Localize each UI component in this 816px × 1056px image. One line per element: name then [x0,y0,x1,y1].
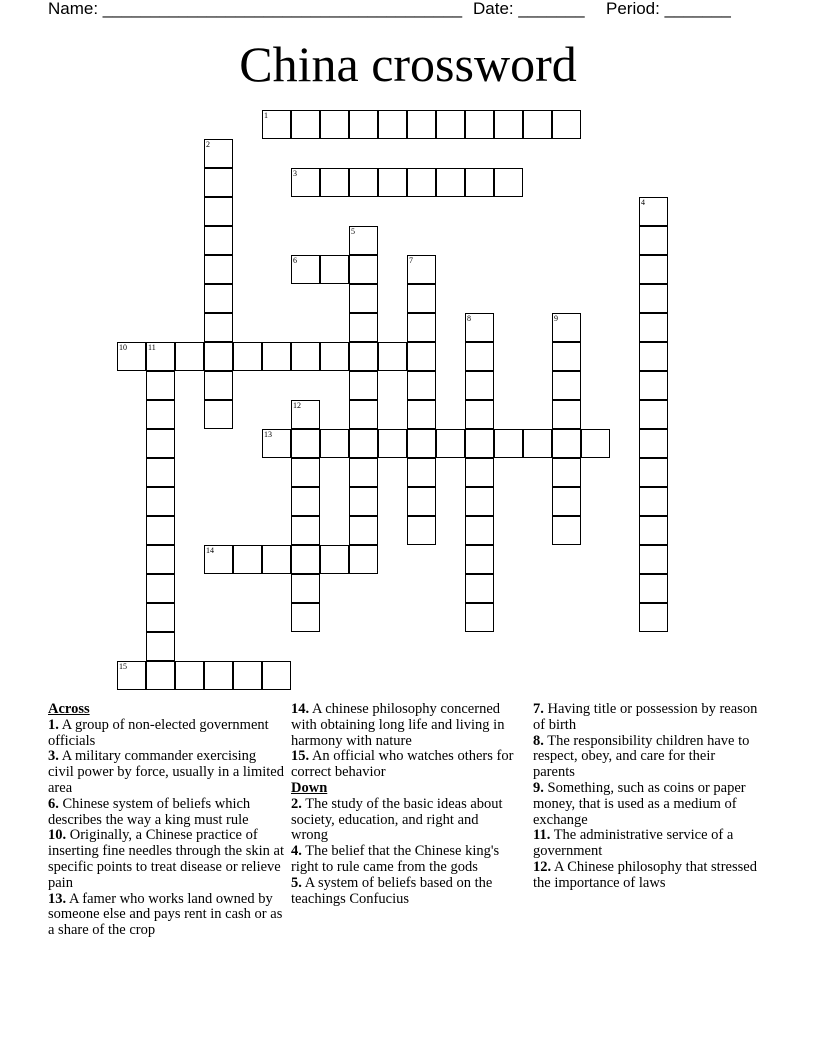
crossword-cell[interactable] [175,661,204,690]
down-clue-8: 8. The responsibility children have to respect, obey, and care for their parents [533,732,750,781]
crossword-cell[interactable] [639,197,668,226]
crossword-cell[interactable] [639,458,668,487]
clue-number-label: 14 [206,546,214,555]
crossword-cell[interactable] [349,284,378,313]
clue-number-label: 12 [293,401,301,410]
crossword-cell[interactable] [465,545,494,574]
date-field-label: Date: _______ [473,0,585,18]
crossword-cell[interactable] [465,487,494,516]
crossword-cell[interactable] [262,342,291,371]
clues-column-3 [533,702,759,892]
crossword-cell[interactable] [146,429,175,458]
crossword-cell[interactable] [146,632,175,661]
crossword-cell[interactable] [320,342,349,371]
crossword-cell[interactable] [639,545,668,574]
clues-column-2 [291,702,517,907]
crossword-cell[interactable] [204,139,233,168]
crossword-cell[interactable] [552,313,581,342]
across-heading: Across [48,701,90,717]
crossword-cell[interactable] [639,342,668,371]
crossword-cell[interactable] [262,661,291,690]
crossword-cell[interactable] [639,574,668,603]
clue-number-label: 5 [351,227,355,236]
crossword-cell[interactable] [291,603,320,632]
crossword-cell[interactable] [175,342,204,371]
down-clue-2: 2. The study of the basic ideas about society, education, and right and wrong [291,795,503,844]
crossword-cell[interactable] [146,400,175,429]
crossword-cell[interactable] [639,313,668,342]
crossword-cell[interactable] [378,168,407,197]
crossword-cell[interactable] [465,603,494,632]
crossword-cell[interactable] [436,110,465,139]
crossword-cell[interactable] [204,342,233,371]
crossword-cell[interactable] [204,255,233,284]
clue-number-label: 1 [264,111,268,120]
down-clue-11: 11. The administrative service of a government [533,827,734,860]
crossword-cell[interactable] [146,545,175,574]
crossword-cell[interactable] [204,661,233,690]
crossword-cell[interactable] [349,545,378,574]
crossword-cell[interactable] [204,197,233,226]
crossword-cell[interactable] [552,516,581,545]
crossword-cell[interactable] [639,429,668,458]
across-clue-14: 14. A chinese philosophy concerned with obtaining long life and living in harmony with nature [291,701,505,749]
crossword-cell[interactable] [291,516,320,545]
crossword-cell[interactable] [204,226,233,255]
crossword-cell[interactable] [146,458,175,487]
crossword-cell[interactable] [349,226,378,255]
crossword-cell[interactable] [233,661,262,690]
crossword-cell[interactable] [349,342,378,371]
crossword-cell[interactable] [436,168,465,197]
crossword-cell[interactable] [639,226,668,255]
crossword-cell[interactable] [349,458,378,487]
crossword-cell[interactable] [146,661,175,690]
across-clue-10: 10. Originally, a Chinese practice of inserting fine needles through the skin at specific points to treat disease or relieve pain [48,827,284,891]
crossword-cell[interactable] [465,313,494,342]
crossword-cell[interactable] [552,429,581,458]
crossword-cell[interactable] [262,545,291,574]
crossword-cell[interactable] [465,400,494,429]
crossword-cell[interactable] [146,603,175,632]
student-info-header [48,0,788,20]
crossword-cell[interactable] [291,574,320,603]
crossword-cell[interactable] [117,342,146,371]
crossword-cell[interactable] [291,255,320,284]
crossword-cell[interactable] [320,545,349,574]
crossword-cell[interactable] [146,487,175,516]
crossword-cell[interactable] [552,487,581,516]
crossword-cell[interactable] [320,255,349,284]
crossword-cell[interactable] [523,110,552,139]
crossword-cell[interactable] [465,110,494,139]
crossword-cell[interactable] [552,371,581,400]
crossword-cell[interactable] [639,255,668,284]
crossword-cell[interactable] [494,429,523,458]
crossword-cell[interactable] [407,110,436,139]
crossword-cell[interactable] [204,313,233,342]
crossword-cell[interactable] [320,168,349,197]
crossword-cell[interactable] [407,342,436,371]
crossword-cell[interactable] [349,313,378,342]
crossword-cell[interactable] [552,400,581,429]
crossword-cell[interactable] [349,400,378,429]
crossword-cell[interactable] [204,284,233,313]
crossword-cell[interactable] [291,110,320,139]
crossword-cell[interactable] [639,284,668,313]
crossword-cell[interactable] [639,516,668,545]
crossword-cell[interactable] [204,400,233,429]
crossword-cell[interactable] [552,342,581,371]
clue-number-label: 4 [641,198,645,207]
crossword-cell[interactable] [291,400,320,429]
crossword-cell[interactable] [465,458,494,487]
crossword-cell[interactable] [146,371,175,400]
page-title: China crossword [239,36,577,92]
crossword-cell[interactable] [465,168,494,197]
crossword-cell[interactable] [291,168,320,197]
crossword-cell[interactable] [465,516,494,545]
across-clue-6: 6. Chinese system of beliefs which describes the way a king must rule [48,795,251,828]
crossword-cell[interactable] [552,110,581,139]
down-clue-9: 9. Something, such as coins or paper money, that is used as a medium of exchange [533,779,746,828]
crossword-cell[interactable] [349,371,378,400]
crossword-cell[interactable] [349,516,378,545]
crossword-cell[interactable] [378,429,407,458]
crossword-cell[interactable] [523,429,552,458]
down-clue-4: 4. The belief that the Chinese king's right to rule came from the gods [291,843,500,875]
clue-number-label: 3 [293,169,297,178]
crossword-cell[interactable] [233,545,262,574]
clue-number-label: 11 [148,343,156,352]
crossword-cell[interactable] [465,371,494,400]
down-clue-7: 7. Having title or possession by reason of birth [533,701,758,733]
name-field-label: Name: ______________________________________ [48,0,463,18]
down-heading: Down [291,779,328,796]
across-clue-15: 15. An official who watches others for correct behavior [291,748,514,781]
crossword-cell[interactable] [407,168,436,197]
period-field-label: Period: _______ [606,0,731,18]
clue-number-label: 9 [554,314,558,323]
crossword-cell[interactable] [465,429,494,458]
crossword-cell[interactable] [639,371,668,400]
clues-column-1 [48,702,284,939]
crossword-cell[interactable] [291,487,320,516]
crossword-cell[interactable] [407,458,436,487]
clue-number-label: 7 [409,256,413,265]
crossword-cell[interactable] [320,110,349,139]
crossword-cell[interactable] [407,400,436,429]
crossword-cell[interactable] [639,603,668,632]
crossword-cell[interactable] [552,458,581,487]
crossword-cell[interactable] [465,574,494,603]
across-clue-1: 1. A group of non-elected government officials [48,716,269,749]
crossword-cell[interactable] [436,429,465,458]
crossword-cell[interactable] [204,168,233,197]
crossword-cell[interactable] [146,516,175,545]
across-clue-3: 3. A military commander exercising civil power by force, usually in a limited area [48,748,284,796]
crossword-cell[interactable] [117,661,146,690]
crossword-cell[interactable] [320,429,349,458]
crossword-cell[interactable] [291,342,320,371]
clue-number-label: 6 [293,256,297,265]
crossword-cell[interactable] [146,342,175,371]
crossword-cell[interactable] [639,487,668,516]
crossword-cell[interactable] [349,487,378,516]
crossword-cell[interactable] [581,429,610,458]
crossword-cell[interactable] [639,400,668,429]
crossword-cell[interactable] [349,168,378,197]
crossword-cell[interactable] [407,429,436,458]
down-clue-5: 5. A system of beliefs based on the teachings Confucius [291,874,493,907]
clue-number-label: 13 [264,430,272,439]
clue-number-label: 15 [119,662,127,671]
crossword-cell[interactable] [204,371,233,400]
crossword-cell[interactable] [262,110,291,139]
across-clue-13: 13. A famer who works land owned by someone else and pays rent in cash or as a share of the crop [48,890,283,939]
crossword-cell[interactable] [146,574,175,603]
crossword-cell[interactable] [378,110,407,139]
crossword-cell[interactable] [494,110,523,139]
crossword-cell[interactable] [407,313,436,342]
clue-number-label: 2 [206,140,210,149]
crossword-cell[interactable] [407,516,436,545]
crossword-cell[interactable] [291,545,320,574]
crossword-cell[interactable] [494,168,523,197]
crossword-cell[interactable] [262,429,291,458]
crossword-cell[interactable] [407,284,436,313]
crossword-cell[interactable] [349,255,378,284]
clue-number-label: 10 [119,343,127,352]
down-clue-12: 12. A Chinese philosophy that stressed the importance of laws [533,858,757,891]
crossword-cell[interactable] [407,371,436,400]
crossword-cell[interactable] [349,110,378,139]
crossword-cell[interactable] [204,545,233,574]
crossword-cell[interactable] [378,342,407,371]
crossword-cell[interactable] [407,487,436,516]
crossword-cell[interactable] [349,429,378,458]
crossword-cell[interactable] [465,342,494,371]
clue-number-label: 8 [467,314,471,323]
crossword-cell[interactable] [407,255,436,284]
crossword-cell[interactable] [233,342,262,371]
crossword-cell[interactable] [291,458,320,487]
crossword-cell[interactable] [291,429,320,458]
